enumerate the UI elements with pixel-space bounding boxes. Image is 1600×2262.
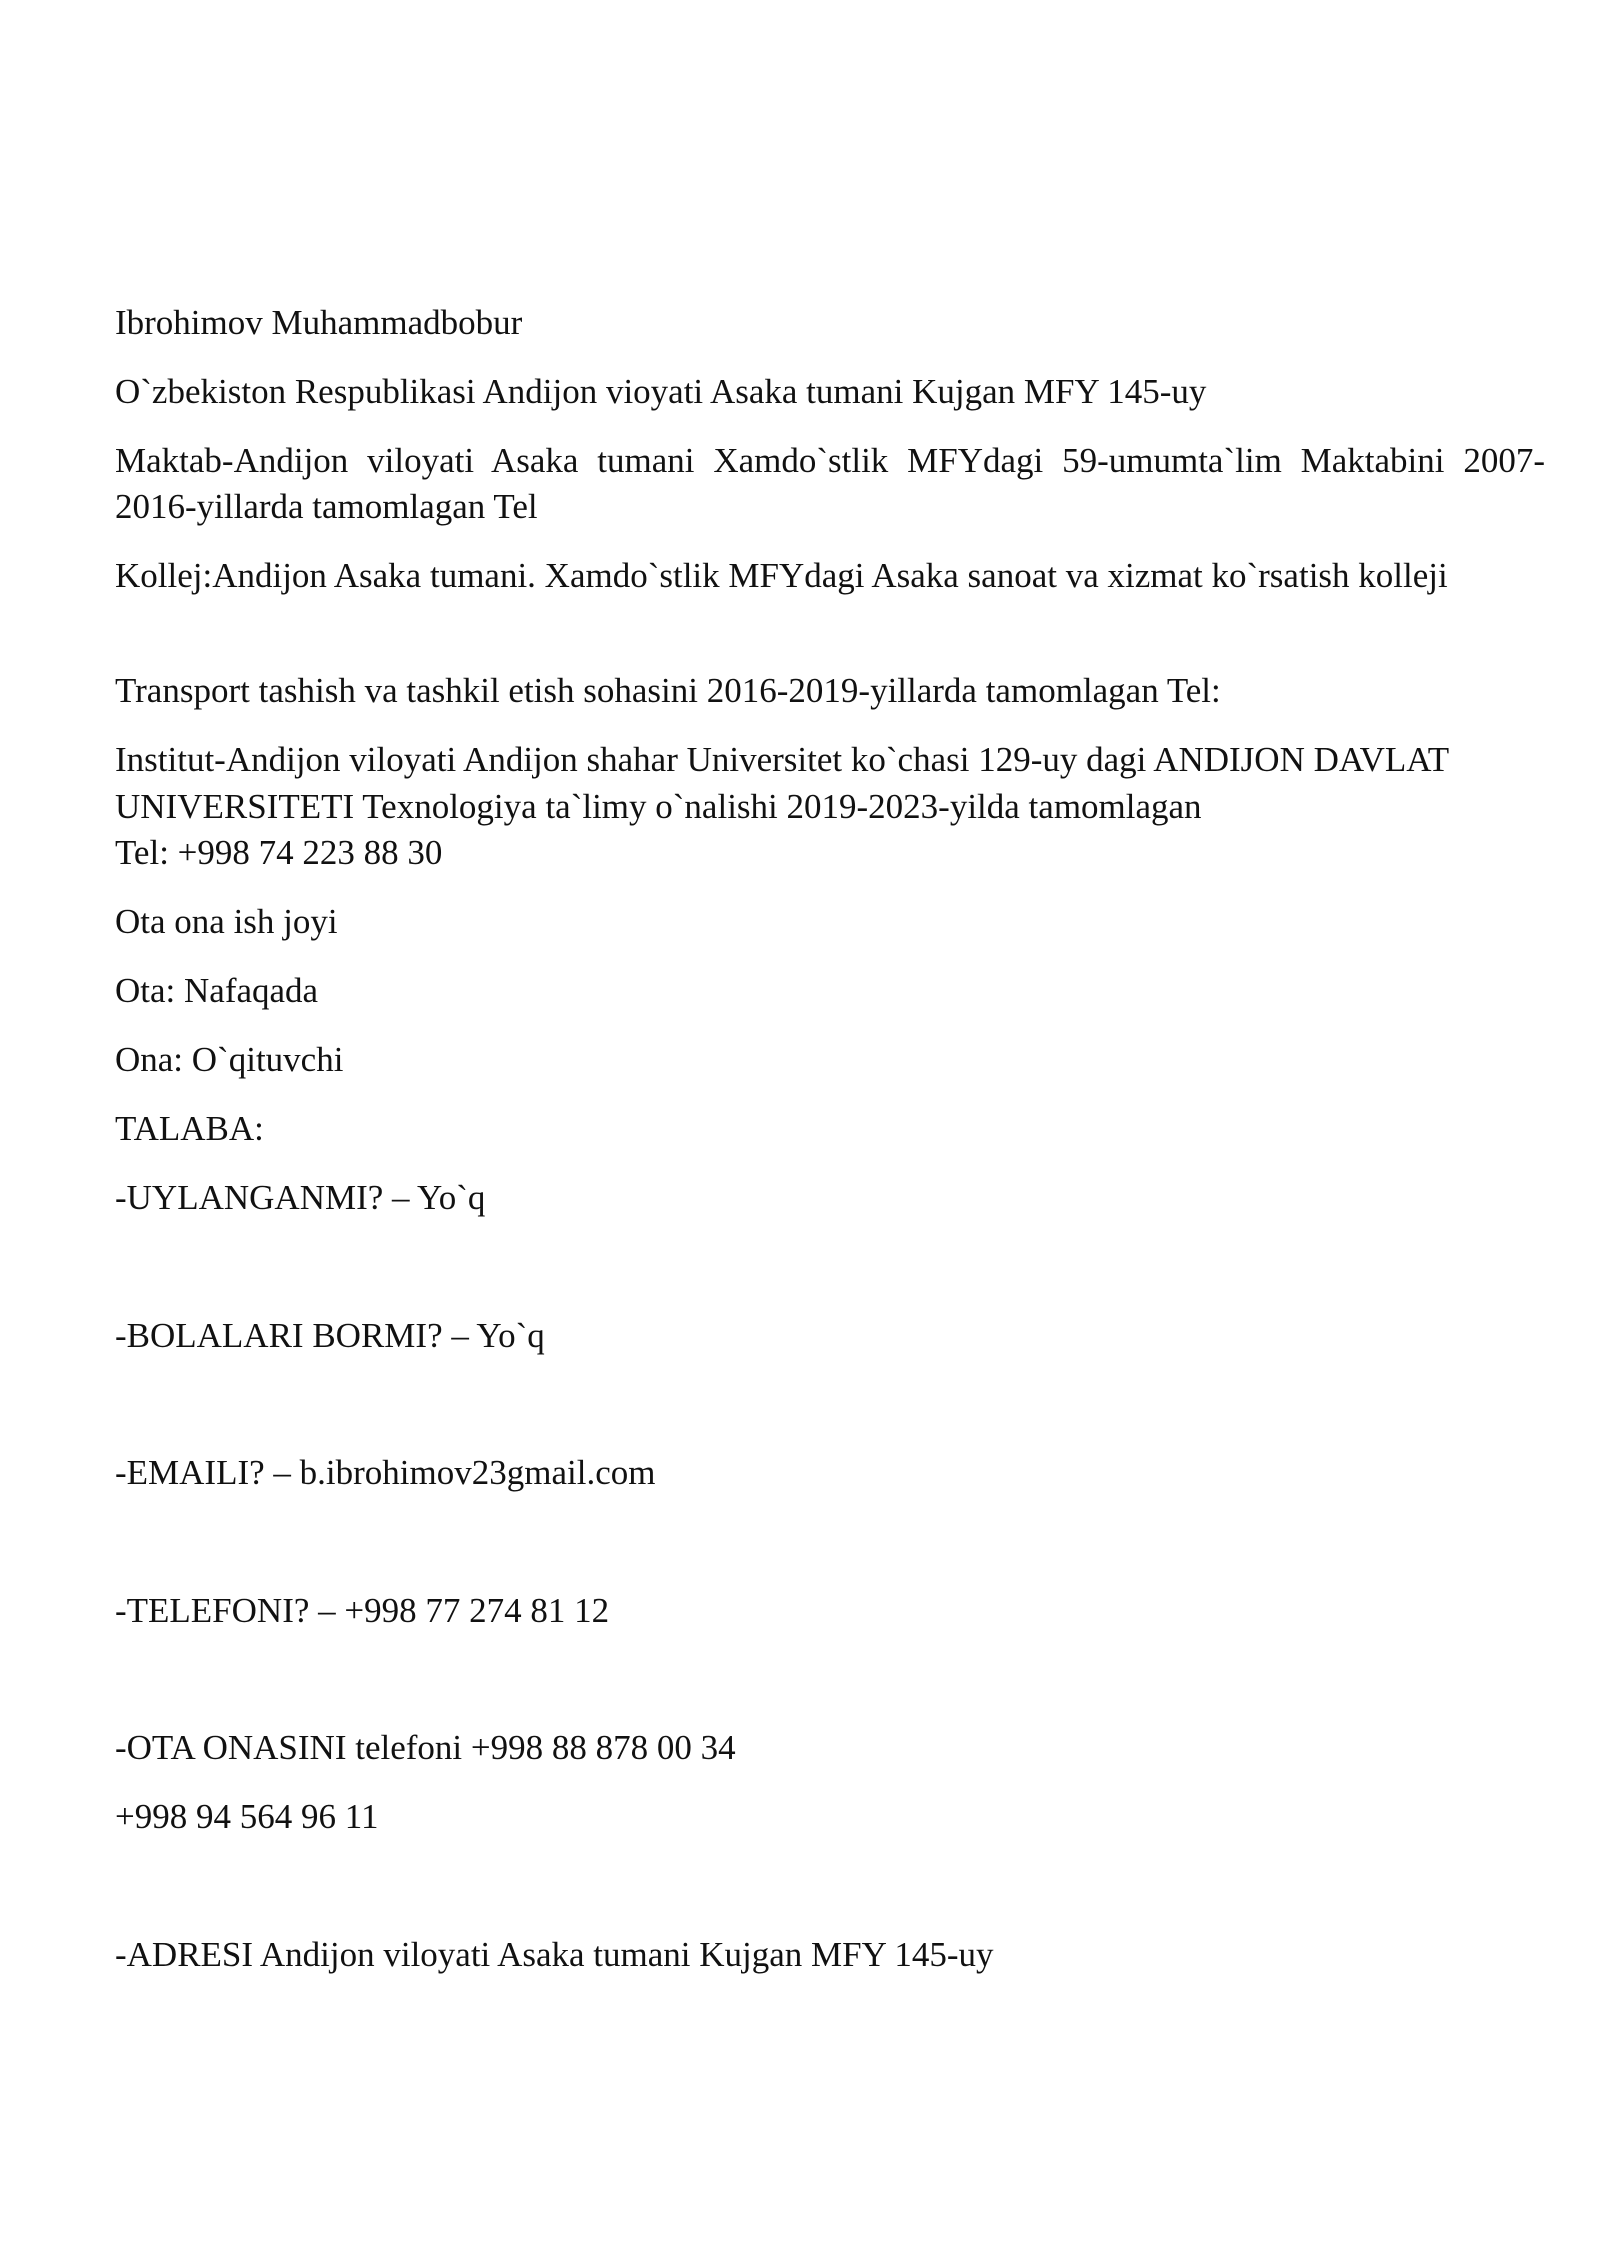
institute-line-1: Institut-Andijon viloyati Andijon shahar Universitet ko`chasi 129-uy dagi ANDIJON DAVLAT xyxy=(115,740,1450,779)
married-status: -UYLANGANMI? – Yo`q xyxy=(115,1178,486,1217)
school-info: Maktab-Andijon viloyati Asaka tumani Xamdo`stlik MFYdagi 59-umumta`lim Maktabini 2007-2016-yillarda tamomlagan Tel xyxy=(115,441,1545,526)
institute-phone: Tel: +998 74 223 88 30 xyxy=(115,833,443,872)
father-info: Ota: Nafaqada xyxy=(115,971,319,1010)
institute-line-2: UNIVERSITETI Texnologiya ta`limy o`nalishi 2019-2023-yilda tamomlagan xyxy=(115,787,1202,826)
document-page xyxy=(115,0,1545,2262)
home-address-line: O`zbekiston Respublikasi Andijon vioyati Asaka tumani Kujgan MFY 145-uy xyxy=(115,372,1207,411)
children-status: -BOLALARI BORMI? – Yo`q xyxy=(115,1316,545,1355)
email-info: -EMAILI? – b.ibrohimov23gmail.com xyxy=(115,1453,656,1492)
student-heading: TALABA: xyxy=(115,1109,264,1148)
college-info: Kollej:Andijon Asaka tumani. Xamdo`stlik MFYdagi Asaka sanoat va xizmat ko`rsatish kolleji xyxy=(115,556,1448,595)
parents-work-heading: Ota ona ish joyi xyxy=(115,902,338,941)
residence-info: -ADRESI Andijon viloyati Asaka tumani Kujgan MFY 145-uy xyxy=(115,1935,994,1974)
mother-info: Ona: O`qituvchi xyxy=(115,1040,344,1079)
phone-info: -TELEFONI? – +998 77 274 81 12 xyxy=(115,1591,610,1630)
parents-phone-2: +998 94 564 96 11 xyxy=(115,1797,379,1836)
person-name: Ibrohimov Muhammadbobur xyxy=(115,303,523,342)
college-field-info: Transport tashish va tashkil etish sohasini 2016-2019-yillarda tamomlagan Tel: xyxy=(115,671,1221,710)
parents-phone-info: -OTA ONASINI telefoni +998 88 878 00 34 xyxy=(115,1728,736,1767)
